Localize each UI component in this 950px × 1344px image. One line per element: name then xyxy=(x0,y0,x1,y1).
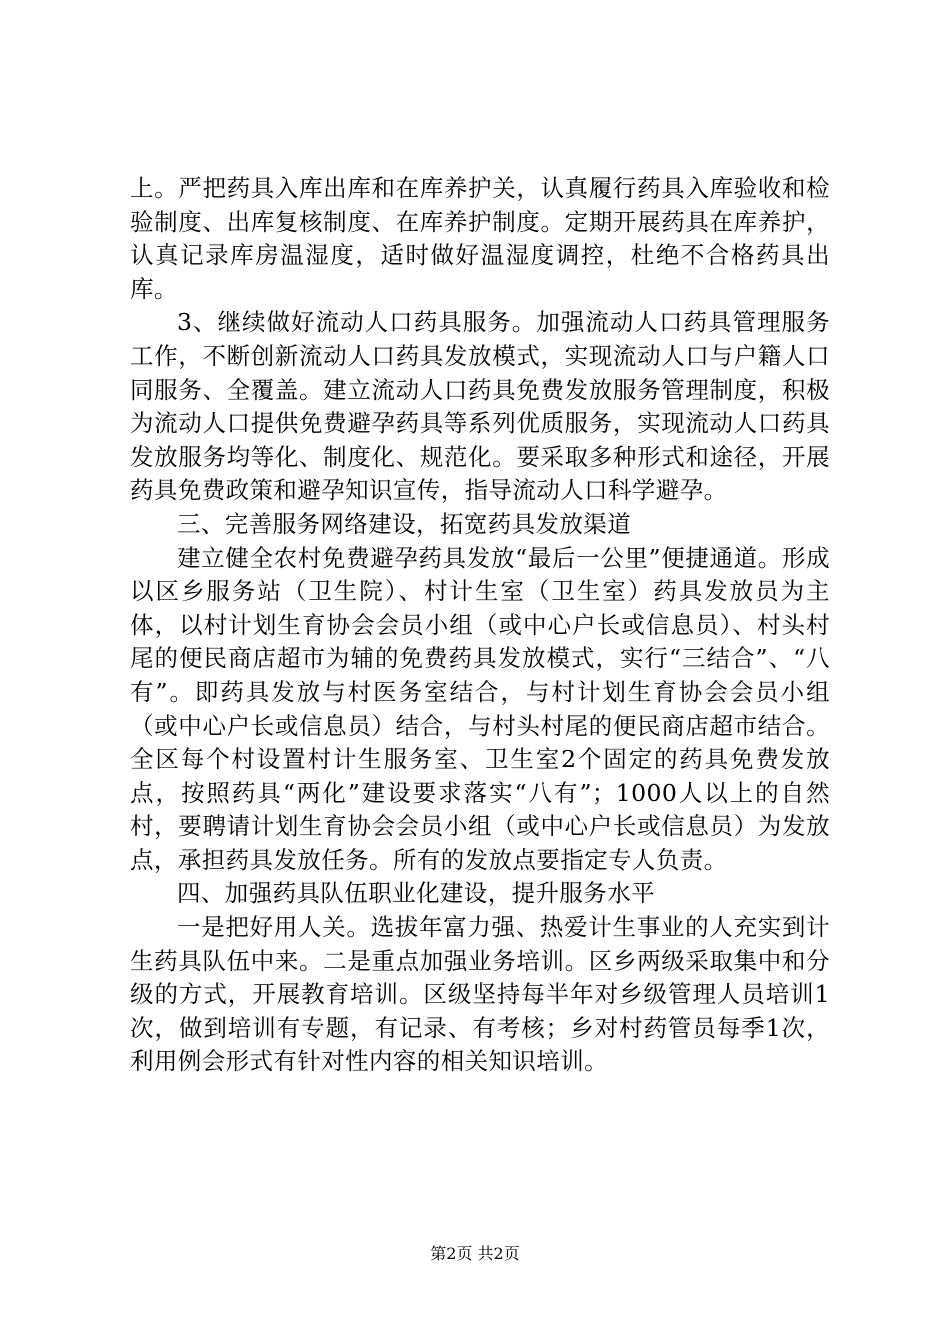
paragraph-2: 3、继续做好流动人口药具服务。加强流动人口药具管理服务工作，不断创新流动人口药具发放模式，实现流动人口与户籍人口同服务、全覆盖。建立流动人口药具免费发放服务管理制度，积极为流动人口提供免费避孕药具等系列优质服务，实现流动人口药具发放服务均等化、制度化、规范化。要采取多种形式和途径，开展药具免费政策和避孕知识宣传，指导流动人口科学避孕。 xyxy=(130,308,830,505)
section-heading-3: 三、完善服务网络建设，拓宽药具发放渠道 xyxy=(177,509,632,538)
paragraph-1: 上。严把药具入库出库和在库养护关，认真履行药具入库验收和检验制度、出库复核制度、在库养护制度。定期开展药具在库养护，认真记录库房温湿度，适时做好温湿度调控，杜绝不合格药具出库。 xyxy=(130,174,830,303)
page-footer: 第2页 共2页 xyxy=(430,1244,520,1263)
section-heading-4: 四、加强药具队伍职业化建设，提升服务水平 xyxy=(177,879,655,908)
paragraph-4: 建立健全农村免费避孕药具发放“最后一公里”便捷通道。形成以区乡服务站（卫生院）、村计生室（卫生室）药具发放员为主体，以村计划生育协会会员小组（或中心户长或信息员）、村头村尾的便民商店超市为辅的免费药具发放模式，实行“三结合”、“八有”。即药具发放与村医务室结合，与村计划生育协会会员小组（或中心户长或信息员）结合，与村头村尾的便民商店超市结合。全区每个村设置村计生服务室、卫生室2个固定的药具免费发放点，按照药具“两化”建设要求落实“八有”；1000人以上的自然村，要聘请计划生育协会会员小组（或中心户长或信息员）为发放点，承担药具发放任务。所有的发放点要指定专人负责。 xyxy=(130,543,830,874)
document-body xyxy=(130,172,830,1079)
paragraph-6: 一是把好用人关。选拔年富力强、热爱计生事业的人充实到计生药具队伍中来。二是重点加强业务培训。区乡两级采取集中和分级的方式，开展教育培训。区级坚持每半年对乡级管理人员培训1次，做到培训有专题，有记录、有考核；乡对村药管员每季1次，利用例会形式有针对性内容的相关知识培训。 xyxy=(130,913,830,1076)
